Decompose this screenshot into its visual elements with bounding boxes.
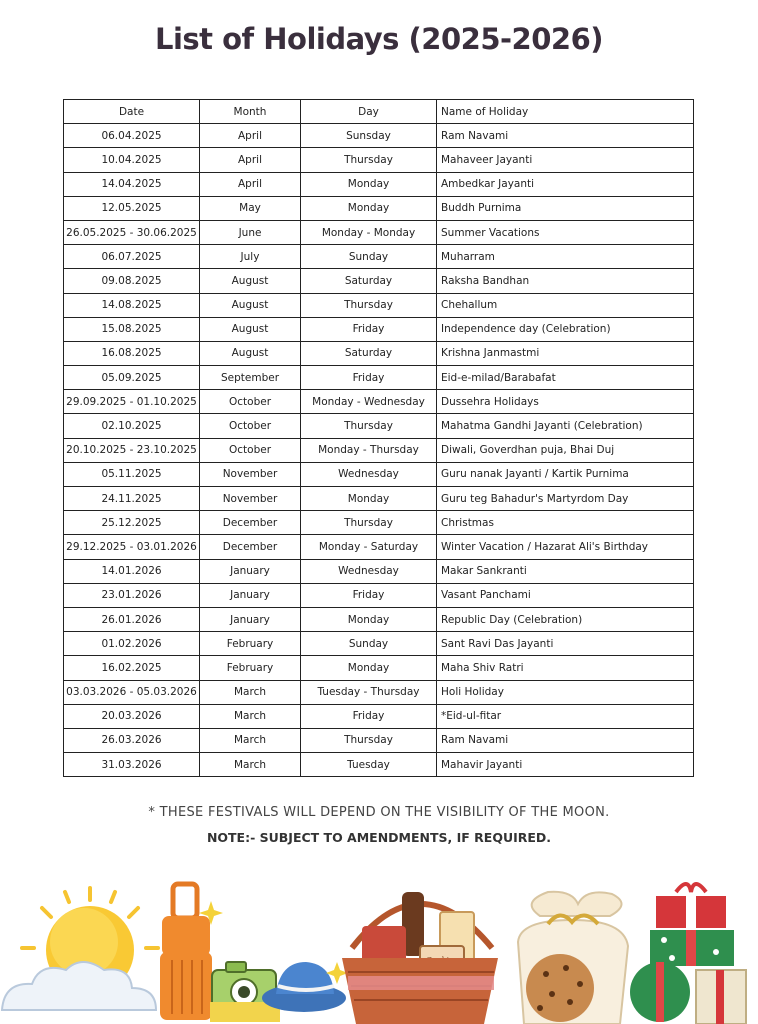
cell-day: Monday - Saturday (301, 535, 437, 559)
cell-day: Sunday (301, 632, 437, 656)
header-month: Month (200, 100, 301, 124)
page-title: List of Holidays (2025-2026) (154, 22, 604, 56)
cell-holiday-name: Maha Shiv Ratri (437, 656, 694, 680)
cell-month: August (200, 293, 301, 317)
cell-holiday-name: Krishna Janmastmi (437, 341, 694, 365)
cell-date: 05.09.2025 (64, 366, 200, 390)
cell-date: 25.12.2025 (64, 511, 200, 535)
cell-month: August (200, 317, 301, 341)
cell-date: 29.12.2025 - 03.01.2026 (64, 535, 200, 559)
cell-month: March (200, 680, 301, 704)
cell-day: Thursday (301, 293, 437, 317)
cell-holiday-name: Winter Vacation / Hazarat Ali's Birthday (437, 535, 694, 559)
table-row (64, 366, 694, 390)
cell-holiday-name: Summer Vacations (437, 220, 694, 244)
cookie-bag-icon (518, 892, 628, 1024)
cell-date: 10.04.2025 (64, 148, 200, 172)
cell-day: Friday (301, 366, 437, 390)
cloud-icon (2, 962, 156, 1010)
cell-day: Friday (301, 704, 437, 728)
cell-month: December (200, 511, 301, 535)
table-row (64, 293, 694, 317)
cell-month: January (200, 583, 301, 607)
cell-month: May (200, 196, 301, 220)
table-row (64, 607, 694, 631)
cell-month: April (200, 172, 301, 196)
cell-month: November (200, 462, 301, 486)
cell-holiday-name: Mahatma Gandhi Jayanti (Celebration) (437, 414, 694, 438)
cell-day: Saturday (301, 341, 437, 365)
cell-holiday-name: Muharram (437, 245, 694, 269)
cell-holiday-name: *Eid-ul-fitar (437, 704, 694, 728)
cell-day: Friday (301, 317, 437, 341)
cell-month: September (200, 366, 301, 390)
cell-date: 01.02.2026 (64, 632, 200, 656)
table-row (64, 462, 694, 486)
table-row (64, 245, 694, 269)
cell-month: July (200, 245, 301, 269)
cell-holiday-name: Eid-e-milad/Barabafat (437, 366, 694, 390)
cell-date: 29.09.2025 - 01.10.2025 (64, 390, 200, 414)
cell-holiday-name: Ram Navami (437, 728, 694, 752)
cell-date: 14.08.2025 (64, 293, 200, 317)
cell-day: Monday (301, 656, 437, 680)
cell-month: April (200, 124, 301, 148)
cell-date: 06.04.2025 (64, 124, 200, 148)
table-row (64, 124, 694, 148)
cell-date: 12.05.2025 (64, 196, 200, 220)
table-row (64, 172, 694, 196)
cell-date: 26.01.2026 (64, 607, 200, 631)
cell-day: Monday - Thursday (301, 438, 437, 462)
cell-date: 14.04.2025 (64, 172, 200, 196)
cell-day: Thursday (301, 511, 437, 535)
cell-day: Saturday (301, 269, 437, 293)
cell-holiday-name: Holi Holiday (437, 680, 694, 704)
table-row (64, 704, 694, 728)
cell-date: 03.03.2026 - 05.03.2026 (64, 680, 200, 704)
cell-month: March (200, 753, 301, 777)
cell-day: Sunsday (301, 124, 437, 148)
cell-month: December (200, 535, 301, 559)
cell-holiday-name: Ram Navami (437, 124, 694, 148)
cell-holiday-name: Vasant Panchami (437, 583, 694, 607)
cell-month: June (200, 220, 301, 244)
table-row (64, 341, 694, 365)
cell-date: 06.07.2025 (64, 245, 200, 269)
table-row (64, 535, 694, 559)
cell-date: 31.03.2026 (64, 753, 200, 777)
cell-holiday-name: Mahavir Jayanti (437, 753, 694, 777)
cell-date: 20.03.2026 (64, 704, 200, 728)
cell-month: January (200, 559, 301, 583)
table-row (64, 438, 694, 462)
header-holiday-name: Name of Holiday (437, 100, 694, 124)
cell-day: Monday (301, 607, 437, 631)
table-row (64, 390, 694, 414)
header-day: Day (301, 100, 437, 124)
cell-date: 26.05.2025 - 30.06.2025 (64, 220, 200, 244)
cell-holiday-name: Makar Sankranti (437, 559, 694, 583)
cell-date: 05.11.2025 (64, 462, 200, 486)
table-row (64, 148, 694, 172)
cell-date: 16.02.2025 (64, 656, 200, 680)
cell-holiday-name: Chehallum (437, 293, 694, 317)
cell-day: Thursday (301, 148, 437, 172)
cell-month: October (200, 414, 301, 438)
table-header-row (64, 100, 694, 124)
table-body (64, 124, 694, 777)
table-row (64, 632, 694, 656)
cell-date: 23.01.2026 (64, 583, 200, 607)
cell-date: 14.01.2026 (64, 559, 200, 583)
table-row (64, 511, 694, 535)
cell-day: Friday (301, 583, 437, 607)
cell-day: Thursday (301, 728, 437, 752)
cell-holiday-name: Buddh Purnima (437, 196, 694, 220)
cell-holiday-name: Guru teg Bahadur's Martyrdom Day (437, 487, 694, 511)
cell-month: February (200, 656, 301, 680)
cell-day: Thursday (301, 414, 437, 438)
table-row (64, 583, 694, 607)
cell-day: Monday (301, 487, 437, 511)
cell-month: October (200, 438, 301, 462)
table-row (64, 487, 694, 511)
table-row (64, 656, 694, 680)
cell-month: October (200, 390, 301, 414)
table-row (64, 728, 694, 752)
cell-month: January (200, 607, 301, 631)
table-row (64, 559, 694, 583)
cell-month: February (200, 632, 301, 656)
table-row (64, 753, 694, 777)
cell-day: Monday - Monday (301, 220, 437, 244)
cell-month: August (200, 269, 301, 293)
cell-holiday-name: Dussehra Holidays (437, 390, 694, 414)
cell-date: 20.10.2025 - 23.10.2025 (64, 438, 200, 462)
cell-date: 02.10.2025 (64, 414, 200, 438)
cell-day: Wednesday (301, 559, 437, 583)
cell-month: November (200, 487, 301, 511)
cell-day: Monday (301, 172, 437, 196)
amendment-note: NOTE:- SUBJECT TO AMENDMENTS, IF REQUIRED. (206, 830, 552, 845)
cell-date: 09.08.2025 (64, 269, 200, 293)
gift-basket-icon (342, 892, 498, 1024)
cell-holiday-name: Christmas (437, 511, 694, 535)
table-row (64, 414, 694, 438)
cell-date: 16.08.2025 (64, 341, 200, 365)
cell-month: April (200, 148, 301, 172)
table-row (64, 196, 694, 220)
cell-day: Monday - Wednesday (301, 390, 437, 414)
cell-day: Monday (301, 196, 437, 220)
cell-holiday-name: Mahaveer Jayanti (437, 148, 694, 172)
moon-visibility-note: * THESE FESTIVALS WILL DEPEND ON THE VISIBILITY OF THE MOON. (148, 805, 610, 820)
table-row (64, 680, 694, 704)
cell-day: Wednesday (301, 462, 437, 486)
cell-holiday-name: Diwali, Goverdhan puja, Bhai Duj (437, 438, 694, 462)
table-row (64, 269, 694, 293)
cell-date: 26.03.2026 (64, 728, 200, 752)
cell-holiday-name: Republic Day (Celebration) (437, 607, 694, 631)
cell-day: Tuesday (301, 753, 437, 777)
table-row (64, 317, 694, 341)
cell-month: March (200, 704, 301, 728)
cell-holiday-name: Guru nanak Jayanti / Kartik Purnima (437, 462, 694, 486)
gift-boxes-icon (630, 884, 746, 1024)
cell-month: March (200, 728, 301, 752)
cell-holiday-name: Ambedkar Jayanti (437, 172, 694, 196)
header-date: Date (64, 100, 200, 124)
holiday-illustrations (0, 870, 758, 1024)
holiday-table (63, 99, 694, 777)
table-row (64, 220, 694, 244)
cell-day: Tuesday - Thursday (301, 680, 437, 704)
cell-holiday-name: Sant Ravi Das Jayanti (437, 632, 694, 656)
cell-date: 24.11.2025 (64, 487, 200, 511)
cell-day: Sunday (301, 245, 437, 269)
cell-holiday-name: Raksha Bandhan (437, 269, 694, 293)
cell-holiday-name: Independence day (Celebration) (437, 317, 694, 341)
cell-date: 15.08.2025 (64, 317, 200, 341)
cell-month: August (200, 341, 301, 365)
